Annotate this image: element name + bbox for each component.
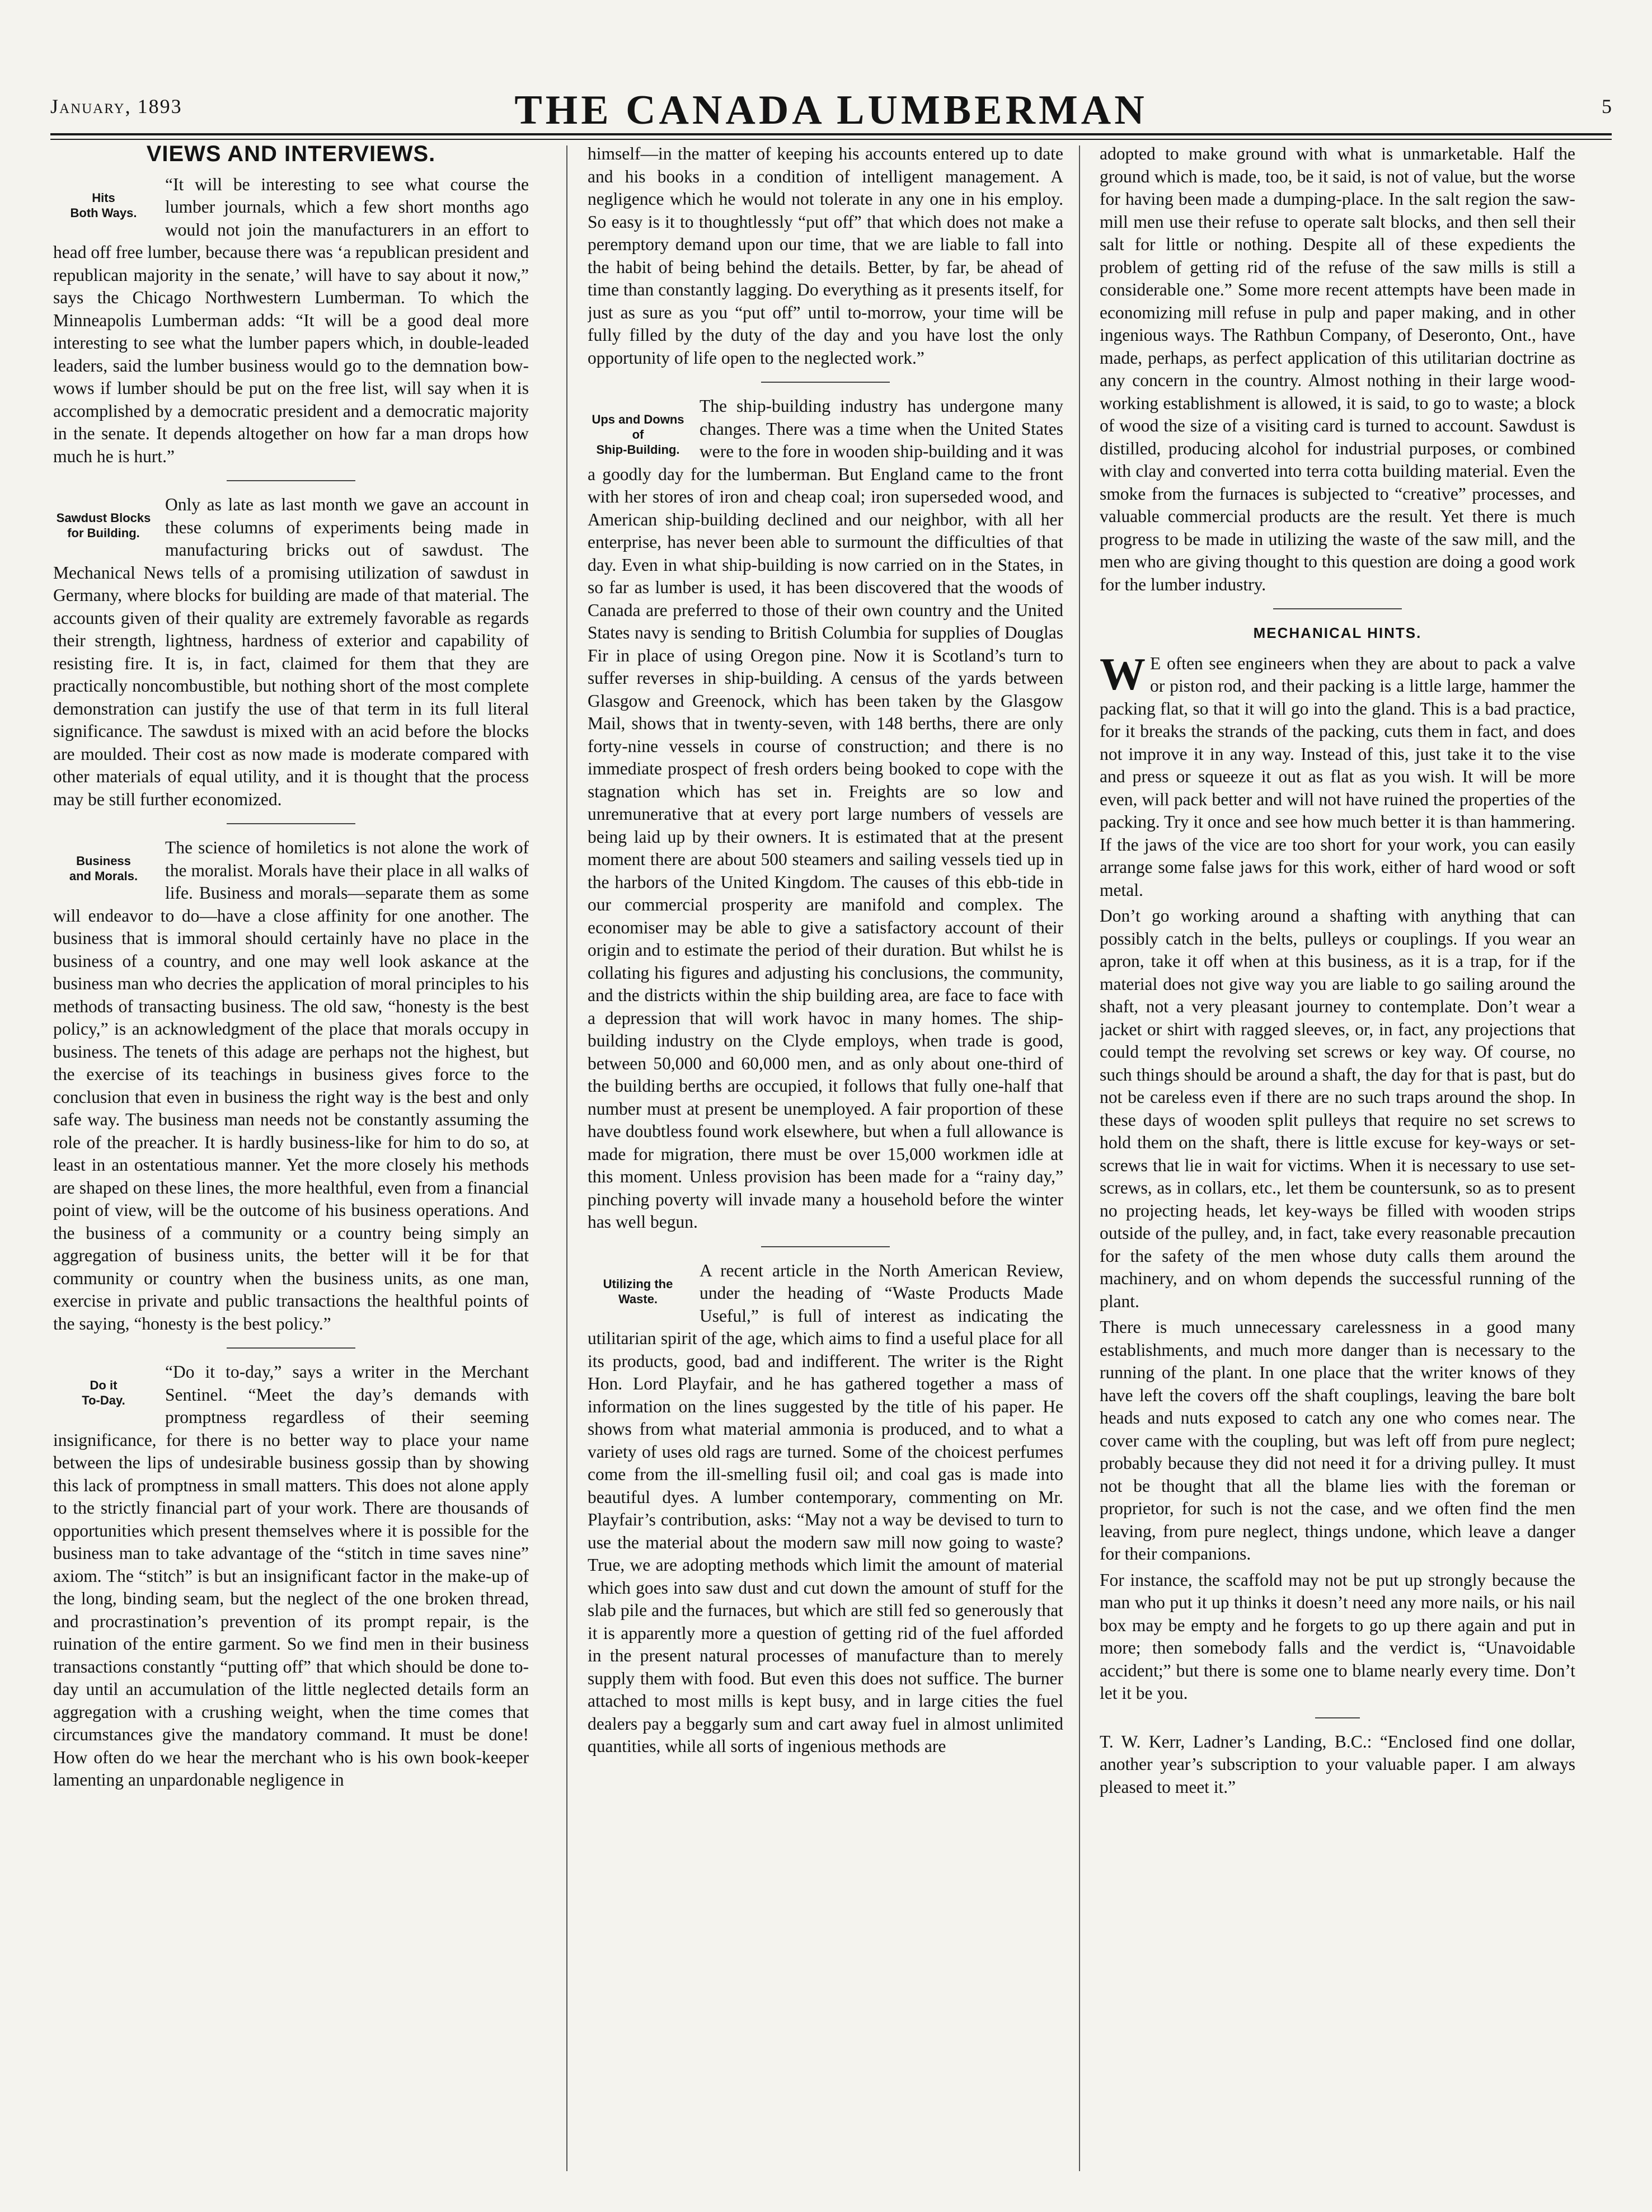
sidehead-line: To-Day. (82, 1393, 125, 1407)
sidehead-shipbuilding (588, 412, 688, 457)
page-number: 5 (1602, 95, 1612, 118)
sidehead-line: and Morals. (69, 869, 138, 883)
sidehead-hits (53, 190, 154, 220)
mechanical-paragraph-3: There is much unnecessary carelessness in a good many establishments, and much more danger than is necessary to the running of the plant. In one place that the writer knows of they have left the covers off the shaft couplings, leaving the bare bolt heads and nuts exposed to catch any one who comes near. The cover came with the coupling, but was left off from pure neglect; probably because they did not need it for a driving pulley. It must not be thought that all the blame lies with the foreman or proprietor, for such is not the case, and we often find the men leaving, from pure neglect, things undone, which leave a danger for their companions. (1100, 1317, 1575, 1563)
column-rule-1 (566, 145, 567, 2171)
sidehead-line: Utilizing the (603, 1276, 673, 1291)
column-2 (588, 143, 1063, 2180)
sidehead-line: Ups and Downs of (592, 412, 684, 442)
sidehead-line: Do it (90, 1378, 118, 1392)
sidehead-doit (53, 1378, 154, 1408)
sidehead-line: Business (76, 854, 131, 868)
sidehead-line: Both Ways. (70, 205, 137, 220)
section-separator (761, 382, 890, 383)
masthead-rule-thin (50, 139, 1612, 140)
views-title: VIEWS AND INTERVIEWS. (146, 143, 436, 166)
sidehead-line: Hits (92, 190, 115, 205)
sidehead-line: Ship-Building. (596, 443, 680, 457)
sawdust-paragraph: Only as late as last month we gave an account in these columns of experiments being made in manufacturing bricks out of sawdust. The Mechanical News tells of a promising utilization of sawdust in Germany, where blocks for building are made of that material. The accounts given of their quality are extremely favorable as regards their strength, lightness, hardness of exterior and capability of resisting fire. It is, in fact, claimed for them that they are practically noncombustible, but nothing short of the most complete demonstration can justify the use of that term in its full literal significance. The sawdust is mixed with an acid before the blocks are moulded. Their cost as now made is moderate compared with other materials of equal utility, and it is thought that the process may be still further economized. (53, 495, 529, 809)
sidehead-sawdust (53, 510, 154, 541)
sidehead-waste (588, 1276, 688, 1307)
section-separator (761, 1246, 890, 1247)
drop-cap: W (1100, 648, 1146, 699)
section-separator (1273, 608, 1402, 609)
masthead-rule (50, 133, 1612, 135)
sidehead-business (53, 853, 154, 884)
column-3 (1100, 143, 1575, 2180)
doit-paragraph: “Do it to-day,” says a writer in the Merchant Sentinel. “Meet the day’s demands with promptness regardless of their seeming insignificance, for there is no better way to place your name between the lips of undesirable business gossip than by showing this lack of promptness in small matters. This does not alone apply to the strictly financial part of your work. There are thousands of opportunities which present themselves where it is possible for the business man to take advantage of the “stitch in time saves nine” axiom. The “stitch” is but an insignificant factor in the make-up of the long, binding seam, but the neglect of the one broken thread, and procrastination’s prevention of its prompt repair, is the ruination of the entire garment. So we find men in their business transactions constantly “putting off” that which should be done to-day until an accumulation of the little neglected details form an aggregation with a crushing weight, when the time comes that circumstances give the mandatory command. It must be done! How often do we hear the merchant who is his own book-keeper lamenting an unpardonable negligence in (53, 1362, 529, 1790)
section-separator (227, 480, 355, 481)
waste-continuation: adopted to make ground with what is unmarketable. Half the ground which is made, too, be it said, is not of value, but the worse for having been made a dumping-place. In the salt region the saw-mill men use their refuse to operate salt blocks, and then sell their salt for little or nothing. Despite all of these expedients the problem of getting rid of the refuse of the saw mills is still a considerable one.” Some more recent attempts have been made in economizing mill refuse in pulp and paper making, and in other ingenious ways. The Rathbun Company, of Deseronto, Ont., have made, perhaps, as perfect application of this utilitarian doctrine as any concern in the country. Almost nothing in their large wood-working establishment is allowed, it is said, to go to waste; a block of wood the size of a visiting card is turned to account. Sawdust is distilled, producing alcohol for industrial purposes, or combined with clay and converted into terra cotta building material. Even the smoke from the furnaces is subjected to “creative” processes, and valuable commercial products are the result. Yet there is much progress to be made in utilizing the waste of the saw mill, and the men who are giving thought to this question are doing a good work for the lumber industry. (1100, 144, 1575, 594)
mechanical-paragraph-2: Don’t go working around a shafting with anything that can possibly catch in the belts, pulleys or couplings. If you wear an apron, take it off when at this business, as it is a trap, for if the material does not give way you are liable to go sailing around the shaft, not a very pleasant journey to contemplate. Don’t wear a jacket or shirt with ragged sleeves, or, in fact, any projections that could tempt the revolving set screws or key way. Of course, no such things should be around a shaft, the day for that is past, but do not be careless even if there are no such traps around the shop. In these days of wooden split pulleys that require no set screws to hold them on the shaft, there is little excuse for key-ways or set-screws that lie in wait for victims. When it is necessary to use set-screws, as in collars, etc., let them be countersunk, so as to present no projecting heads, let key-ways be filled with wooden strips outside of the pulley, and, in fact, take every reasonable precaution for the safety of the men whose duty calls them around the machinery, and on whom depends the successful running of the plant. (1100, 906, 1575, 1311)
mechanical-paragraph-4: For instance, the scaffold may not be put up strongly because the man who put it up thinks it doesn’t need any more nails, or his nail box may be empty and he forgets to go up there again and put in more; then somebody falls and the verdict is, “Unavoidable accident;” but there is some one to blame nearly every time. Don’t let it be you. (1100, 1570, 1575, 1703)
waste-paragraph: A recent article in the North American Review, under the heading of “Waste Products Made Useful,” is full of interest as indicating the utilitarian spirit of the age, which aims to find a useful place for all its products, good, bad and indifferent. The writer is the Right Hon. Lord Playfair, and he has gathered together a mass of information on the lines suggested by the title of his paper. He shows from what material ammonia is produced, and to what a variety of uses old rags are turned. Some of the choicest perfumes come from the ill-smelling fusil oil; and coal gas is made into beautiful dyes. A lumber contemporary, commenting on Mr. Playfair’s contribution, asks: “May not a way be devised to turn to use the material about the modern saw mill now going to waste? True, we are adopting methods which limit the amount of material which goes into saw dust and cut down the amount of stuff for the slab pile and the furnaces, but which are still fed so generously that it is apparently more a question of getting rid of the fuel afforded in the present natural processes of manufacture than to merely supply them with food. But even this does not suffice. The burner attached to most mills is kept busy, and in large cities the fuel dealers pay a beggarly sum and cart away fuel in almost unlimited quantities, while all sorts of ingenious methods are (588, 1260, 1063, 1756)
mechanical-paragraph-1 (1100, 648, 1575, 902)
hits-paragraph: “It will be interesting to see what course the lumber journals, which a few short months ago would not join the manufacturers in an effort to head off free lumber, because there was ‘a republican president and republican majority in the senate,’ will have to say about it now,” says the Chicago Northwestern Lumberman. To which the Minneapolis Lumberman adds: “It will be a good deal more interesting to see what the lumber papers which, in double-leaded leaders, said the lumber business would go to the demnation bow-wows if lumber should be put on the free list, will say when it is accomplished by a democratic president and a democratic majority in the senate. It depends altogether on how far a man drops how much he is hurt.” (53, 174, 529, 466)
mechanical-title: MECHANICAL HINTS. (1253, 624, 1422, 641)
issue-date: January, 1893 (50, 95, 182, 118)
section-separator (1315, 1717, 1360, 1718)
section-separator (227, 823, 355, 824)
sidehead-line: Sawdust Blocks (56, 511, 151, 525)
reader-letter: T. W. Kerr, Ladner’s Landing, B.C.: “Enclosed find one dollar, another year’s subscription to your valuable paper. I am always pleased to meet it.” (1100, 1731, 1575, 1797)
doit-continuation: himself—in the matter of keeping his accounts entered up to date and his books in a condition of intelligent management. A negligence which he would not tolerate in any one in his employ. So easy is it to thoughtlessly “put off” that which does not make a peremptory demand upon our time, that we are liable to fall into the habit of being behind the details. Better, by far, be ahead of time than constantly lagging. Do everything as it presents itself, for just as sure as you “put off” until to-morrow, your time will be fully filled by the duty of the day and you have lost the only opportunity of life open to the neglected work.” (588, 144, 1063, 368)
masthead (50, 87, 1612, 132)
section-separator (227, 1347, 355, 1349)
business-paragraph: The science of homiletics is not alone the work of the moralist. Morals have their place in all walks of life. Business and morals—separate them as some will endeavor to do—have a close affinity for one another. The business that is immoral should certainly have no place in the business of a country, and one may well look askance at the business man who decries the application of moral principles to his methods of transacting business. The old saw, “honesty is the best policy,” is an acknowledgment of the place that morals occupy in business. The tenets of this adage are perhaps not the highest, but the exercise of its teachings in business gives force to the conclusion that even in business the right way is the best and only safe way. The business man needs not be constantly assuming the role of the preacher. It is hardly business-like for him to do so, at least in an ostentatious manner. Yet the more closely his methods are shaped on these lines, the more healthful, even from a financial point of view, will be the outcome of his business operations. And the business of a community or a country being simply an aggregation of business units, the better will it be for that community or country when the business units, as one man, exercise in private and public transactions the healthful points of the saying, “honesty is the best policy.” (53, 838, 529, 1333)
newspaper-title: THE CANADA LUMBERMAN (514, 87, 1148, 133)
sidehead-line: for Building. (67, 526, 140, 540)
mechanical-paragraph-1-text: E often see engineers when they are about to pack a valve or piston rod, and their packing is a little large, hammer the packing flat, so that it will go into the gland. This is a bad practice, for it breaks the strands of the packing, cuts them in fact, and does not improve it in any way. Instead of this, just take it to the vise and press or squeeze it out as flat as you wish. It will be more even, will pack better and will not have ruined the properties of the packing. Try it once and see how much better it is than hammering. If the jaws of the vice are too short for your work, you can easily arrange some false jaws for this work, either of hard wood or soft metal. (1100, 653, 1575, 900)
column-1 (53, 143, 529, 2180)
shipbuilding-paragraph: The ship-building industry has undergone many changes. There was a time when the United States were to the fore in wooden ship-building and it was a goodly day for the lumberman. But England came to the front with her stores of iron and cheap coal; iron superseded wood, and American ship-building declined and our neighbor, with all her enterprise, has never been able to surmount the difficulties of that day. Even in what ship-building is now carried on in the States, in so far as lumber is used, it has been discovered that the woods of Canada are preferred to those of their own country and the United States navy is sending to British Columbia for supplies of Douglas Fir in place of using Oregon pine. Now it is Scotland’s turn to suffer reverses in ship-building. A census of the yards between Glasgow and Greenock, which has been taken by the Glasgow Mail, shows that in twenty-seven, with 148 berths, there are only forty-nine vessels in course of construction; and there is no immediate prospect of fresh orders being booked to cope with the stagnation which has set in. Freights are so low and unremunerative that at every port large numbers of vessels are being laid up by their owners. It is estimated that at the present moment there are about 500 steamers and sailing vessels tied up in the harbors of the United Kingdom. The causes of this ebb-tide in our commercial prosperity are manifold and complex. The economiser may be able to give a satisfactory account of their origin and to estimate the period of their duration. But whilst he is collating his figures and adjusting his conclusions, the community, and the districts within the ship building area, are face to face with a depression that will work havoc in many homes. The ship-building industry on the Clyde employs, when trade is good, between 50,000 and 60,000 men, and as only about one-third of the building berths are occupied, it follows that fully one-half that number must at present be unemployed. A fair proportion of these have doubtless found work elsewhere, but when a full allowance is made for migration, there must be over 15,000 workmen idle at this moment. Unless provision has been made for a “rainy day,” pinching poverty will invade many a household before the winter has well begun. (588, 396, 1063, 1232)
column-rule-2 (1079, 145, 1080, 2171)
sidehead-line: Waste. (618, 1291, 658, 1306)
